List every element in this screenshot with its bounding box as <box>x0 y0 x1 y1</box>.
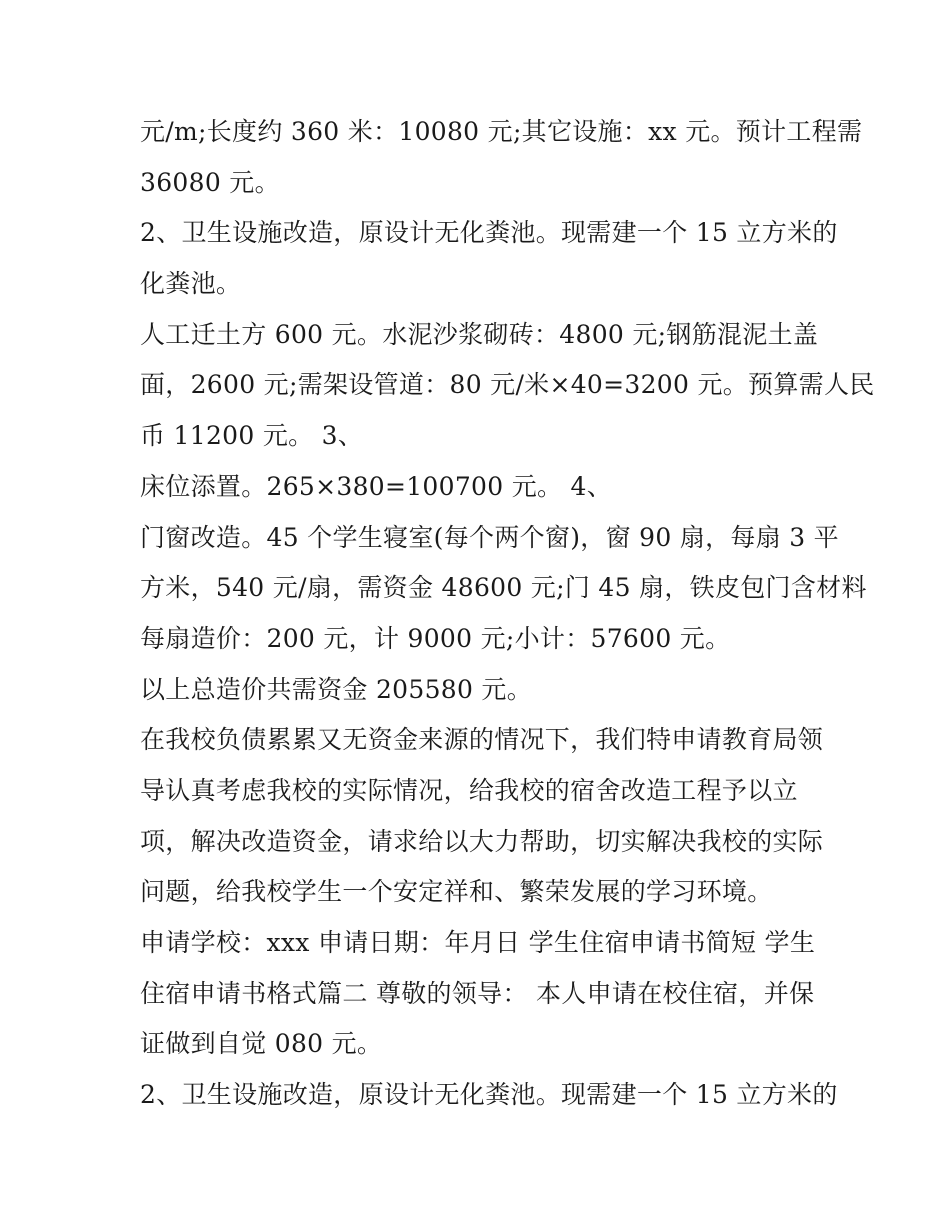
text-line: 申请学校：xxx 申请日期：年月日 学生住宿申请书简短 学生 <box>140 928 816 957</box>
text-line: 项，解决改造资金，请求给以大力帮助，切实解决我校的实际 <box>140 826 824 856</box>
text-line: 在我校负债累累又无资金来源的情况下，我们特申请教育局领 <box>140 725 824 755</box>
text-line: 币 11200 元。 3、 <box>140 421 364 451</box>
text-line: 导认真考虑我校的实际情况，给我校的宿舍改造工程予以立 <box>140 775 798 805</box>
text-line: 2、卫生设施改造，原设计无化粪池。现需建一个 15 立方米的 <box>140 218 838 248</box>
text-line: 问题，给我校学生一个安定祥和、繁荣发展的学习环境。 <box>140 877 773 907</box>
text-line: 方米，540 元/扇，需资金 48600 元;门 45 扇，铁皮包门含材料 <box>140 573 867 603</box>
text-line: 元/m;长度约 360 米：10080 元;其它设施：xx 元。预计工程需 <box>140 117 863 146</box>
text-line: 证做到自觉 080 元。 <box>140 1029 383 1059</box>
text-line: 2、卫生设施改造，原设计无化粪池。现需建一个 15 立方米的 <box>140 1080 838 1110</box>
document-body <box>140 107 875 1121</box>
text-line: 36080 元。 <box>140 167 280 197</box>
text-line: 住宿申请书格式篇二 尊敬的领导： 本人申请在校住宿，并保 <box>140 978 815 1008</box>
text-line: 门窗改造。45 个学生寝室(每个两个窗)，窗 90 扇，每扇 3 平 <box>140 522 839 552</box>
text-line: 化粪池。 <box>140 269 242 299</box>
text-line: 每扇造价：200 元，计 9000 元;小计：57600 元。 <box>140 623 731 653</box>
text-line: 以上总造价共需资金 205580 元。 <box>140 674 533 704</box>
text-line: 面，2600 元;需架设管道：80 元/米×40=3200 元。预算需人民 <box>140 370 875 400</box>
text-line: 人工迁土方 600 元。水泥沙浆砌砖：4800 元;钢筋混泥土盖 <box>140 319 819 349</box>
text-line: 床位添置。265×380=100700 元。 4、 <box>140 471 613 501</box>
